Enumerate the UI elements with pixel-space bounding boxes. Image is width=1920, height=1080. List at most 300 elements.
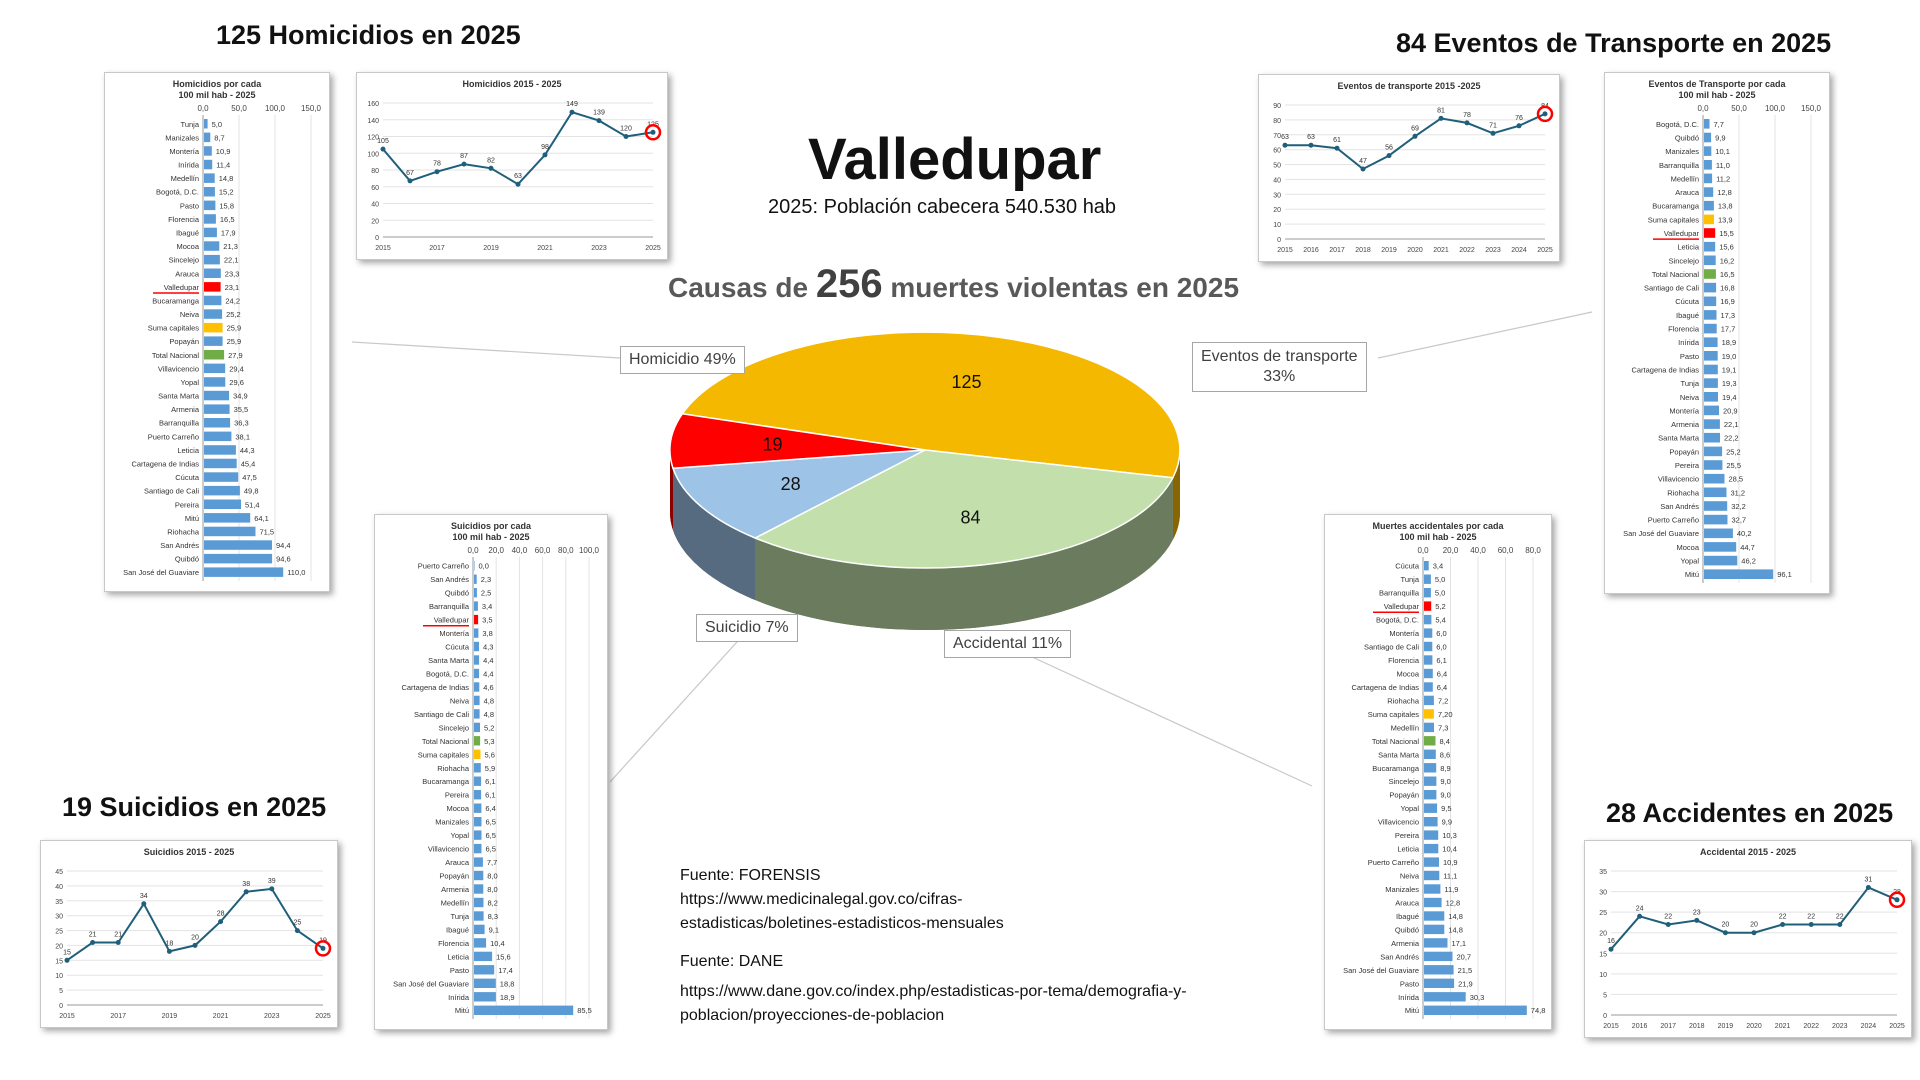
chart-title: Eventos de Transporte por cada	[1648, 79, 1786, 89]
homicidios-heading: 125 Homicidios en 2025	[216, 20, 521, 50]
x-tick-label: 2017	[1329, 247, 1345, 254]
bar-value-label: 15,5	[1719, 229, 1734, 238]
bar	[1704, 324, 1717, 334]
bar-value-label: 5,9	[484, 763, 496, 773]
category-label: Armenia	[171, 405, 199, 415]
connector-suicidio	[610, 632, 746, 782]
bar-value-label: 9,5	[1441, 804, 1452, 814]
bar	[1704, 529, 1733, 539]
bar-value-label: 23,1	[224, 282, 240, 292]
bar	[474, 817, 482, 826]
bar	[1424, 979, 1454, 988]
page-title: Valledupar	[808, 127, 1102, 192]
bar	[1424, 777, 1436, 786]
bar-value-label: 32,7	[1731, 515, 1747, 525]
bar	[474, 709, 480, 718]
category-label: Tunja	[1680, 379, 1699, 389]
x-tick-label: 2019	[161, 1013, 178, 1020]
category-label: Armenia	[441, 885, 469, 894]
bar-value-label: 6,1	[485, 777, 496, 787]
bar-value-label: 2,3	[480, 575, 492, 585]
bar-value-label: 29,4	[229, 364, 244, 374]
category-label: Suma capitales	[147, 323, 199, 333]
bar	[474, 992, 496, 1001]
category-label: Mitú	[454, 1006, 469, 1016]
bar	[1704, 215, 1714, 225]
category-label: Florencia	[1668, 324, 1699, 334]
sources-block	[680, 864, 1240, 1028]
bar	[1704, 310, 1717, 320]
bar-value-label: 46,2	[1741, 556, 1756, 566]
category-label: San Andrés	[160, 541, 199, 550]
data-label: 39	[267, 877, 276, 885]
data-point	[295, 928, 300, 933]
category-label: Inírida	[448, 992, 469, 1002]
data-label: 20	[1750, 921, 1758, 929]
bar-value-label: 45,4	[240, 459, 256, 469]
category-label: Pasto	[449, 965, 469, 975]
bar	[474, 736, 480, 745]
category-label: Ibagué	[1676, 310, 1699, 320]
bar	[204, 350, 224, 360]
bar	[1424, 965, 1454, 974]
category-label: Armenia	[1391, 938, 1419, 948]
bar	[1424, 682, 1433, 691]
category-label: Arauca	[1675, 188, 1699, 198]
bar-value-label: 44,3	[239, 445, 255, 455]
bar-value-label: 22,1	[223, 255, 239, 265]
bar	[474, 777, 481, 786]
bar	[1704, 501, 1727, 511]
category-label: Neiva	[449, 696, 469, 706]
category-label: Villavicencio	[1657, 474, 1699, 484]
category-label: Mocoa	[1396, 669, 1419, 679]
bar	[204, 527, 256, 537]
category-label: Cúcuta	[175, 473, 199, 483]
y-tick-label: 35	[1599, 869, 1607, 876]
callout-accidental: Accidental 11%	[944, 630, 1071, 658]
category-label: Armenia	[1671, 420, 1699, 430]
category-label: Pereira	[174, 500, 199, 510]
category-label: Mocoa	[446, 804, 469, 814]
bar	[1704, 569, 1773, 579]
bar	[474, 763, 481, 772]
bar	[1704, 433, 1720, 443]
category-label: Inírida	[1398, 992, 1419, 1002]
bar-value-label: 3,8	[482, 629, 493, 639]
y-tick-label: 80	[1273, 117, 1281, 125]
chart-title: Homicidios por cada	[172, 79, 262, 89]
data-point	[570, 110, 575, 115]
data-label: 19	[319, 937, 327, 945]
homicidios-rate-chart	[105, 73, 329, 591]
bar-value-label: 4,8	[483, 709, 495, 719]
category-label: Sincelejo	[1668, 256, 1699, 266]
category-label: Mitú	[1684, 570, 1699, 580]
bar	[1704, 474, 1725, 484]
bar	[474, 952, 492, 961]
x-tick-label: 80,0	[1525, 546, 1541, 555]
bar-value-label: 0,0	[478, 561, 489, 571]
y-tick-label: 10	[55, 973, 63, 981]
x-tick-label: 2021	[212, 1013, 229, 1020]
data-point	[269, 886, 274, 891]
bar	[1704, 392, 1718, 402]
category-label: Medellín	[1390, 723, 1419, 733]
data-point	[1895, 897, 1900, 902]
data-point	[1609, 947, 1614, 952]
x-tick-label: 2015	[375, 245, 391, 252]
bar-value-label: 18,9	[499, 992, 515, 1002]
bar	[1704, 146, 1711, 156]
connector-transporte	[1378, 312, 1592, 358]
bar	[204, 486, 240, 496]
bar-value-label: 20,7	[1456, 952, 1472, 962]
category-label: Mocoa	[1676, 542, 1699, 552]
category-label: Bogotá, D.C.	[1656, 119, 1699, 129]
bar	[204, 160, 212, 170]
bar	[474, 898, 484, 907]
bar	[1704, 228, 1715, 238]
category-label: Inírida	[1678, 338, 1699, 348]
bar-value-label: 16,8	[1720, 283, 1735, 293]
y-tick-label: 20	[1599, 930, 1607, 938]
bar-value-label: 5,0	[1434, 575, 1446, 585]
bar-value-label: 27,9	[228, 350, 243, 360]
x-tick-label: 2025	[645, 245, 661, 252]
category-label: Bogotá, D.C.	[426, 669, 469, 679]
y-tick-label: 25	[1599, 910, 1607, 918]
data-point	[1837, 922, 1842, 927]
chart-title-2: 100 mil hab - 2025	[452, 532, 530, 542]
connector-homicidio	[352, 342, 620, 358]
bar	[204, 513, 250, 523]
y-tick-label: 35	[55, 898, 63, 906]
bar	[474, 601, 478, 610]
bar-value-label: 18,8	[499, 979, 515, 989]
bar	[1704, 283, 1716, 293]
x-tick-label: 2020	[1746, 1023, 1762, 1030]
bar	[1424, 911, 1444, 920]
bar	[1424, 588, 1431, 597]
category-label: Barranquilla	[1378, 588, 1419, 598]
x-tick-label: 2019	[1381, 247, 1397, 254]
category-label: Santiago de Cali	[1643, 283, 1699, 293]
category-label: Ibagué	[176, 228, 199, 238]
data-label: 23	[1692, 909, 1701, 917]
bar-value-label: 17,3	[1720, 310, 1736, 320]
bar-value-label: 16,2	[1719, 256, 1735, 266]
category-label: San Andrés	[1380, 952, 1419, 962]
category-label: Valledupar	[1663, 229, 1699, 238]
data-point	[651, 130, 656, 135]
bar	[204, 214, 216, 224]
bar-value-label: 5,6	[484, 750, 495, 760]
data-point	[1387, 153, 1392, 158]
x-tick-label: 0,0	[1417, 546, 1429, 555]
x-tick-label: 2018	[1355, 247, 1371, 254]
bar	[204, 146, 212, 156]
bar	[474, 979, 496, 988]
chart-title-2: 100 mil hab - 2025	[1399, 532, 1477, 542]
bar	[1704, 378, 1718, 388]
y-tick-label: 40	[55, 883, 63, 891]
x-tick-label: 2016	[1303, 247, 1319, 254]
bar	[1424, 844, 1438, 853]
y-tick-label: 40	[1273, 177, 1281, 185]
category-label: Bogotá, D.C.	[1376, 615, 1419, 625]
bar-value-label: 11,4	[216, 160, 231, 170]
bar	[1424, 898, 1442, 907]
category-label: Total Nacional	[151, 350, 199, 360]
page-subtitle: 2025: Población cabecera 540.530 hab	[768, 196, 1117, 218]
category-label: Total Nacional	[1371, 736, 1419, 746]
category-label: Total Nacional	[421, 736, 469, 746]
x-tick-label: 2023	[1832, 1023, 1848, 1030]
bar-value-label: 9,0	[1440, 790, 1451, 800]
bar	[1424, 561, 1429, 570]
data-point	[1491, 131, 1496, 136]
y-tick-label: 10	[1273, 222, 1281, 230]
bar	[1704, 460, 1722, 470]
category-label: Cúcuta	[445, 642, 469, 652]
bar	[204, 228, 217, 238]
bar	[204, 119, 208, 129]
data-point	[321, 946, 326, 951]
bar-value-label: 14,8	[1448, 911, 1463, 921]
category-label: Santiago de Cali	[143, 486, 199, 496]
category-label: Suma capitales	[417, 750, 469, 760]
y-tick-label: 70	[1273, 132, 1281, 140]
x-tick-label: 80,0	[558, 546, 574, 555]
bar	[1704, 337, 1718, 347]
bar-value-label: 17,1	[1451, 938, 1467, 948]
bar	[1704, 556, 1737, 566]
category-label: Bogotá, D.C.	[156, 187, 199, 197]
pie-label-suicidio: 19	[762, 434, 783, 455]
bar-value-label: 51,4	[245, 500, 260, 510]
source-forensis-label: Fuente: FORENSIS	[680, 867, 821, 884]
bar-value-label: 7,7	[486, 858, 498, 868]
bar-value-label: 8,4	[1439, 736, 1450, 746]
bar-value-label: 8,7	[214, 133, 225, 143]
bar	[474, 925, 485, 934]
category-label: San Andrés	[430, 575, 469, 585]
data-label: 61	[1333, 137, 1341, 145]
bar-value-label: 7,2	[1437, 696, 1449, 706]
bar-value-label: 13,9	[1718, 215, 1733, 225]
category-label: Bucaramanga	[422, 777, 469, 787]
bar-value-label: 3,4	[1432, 561, 1444, 571]
data-label: 21	[114, 931, 123, 939]
bar	[204, 500, 241, 510]
bar	[1704, 242, 1715, 252]
data-point	[90, 940, 95, 945]
x-tick-label: 2025	[1889, 1023, 1905, 1030]
data-point	[543, 152, 548, 157]
y-tick-label: 15	[55, 958, 63, 966]
bar-value-label: 14,8	[1448, 925, 1463, 935]
bar-value-label: 17,7	[1720, 324, 1736, 334]
bar-value-label: 5,0	[211, 119, 223, 129]
category-label: Sincelejo	[168, 255, 199, 265]
y-tick-label: 60	[371, 184, 379, 192]
x-tick-label: 40,0	[511, 546, 528, 555]
x-tick-label: 20,0	[488, 546, 504, 555]
category-label: Valledupar	[433, 615, 469, 625]
bar-value-label: 12,8	[1717, 188, 1732, 198]
category-label: Barranquilla	[158, 418, 199, 428]
category-label: Leticia	[1677, 242, 1699, 252]
category-label: Pereira	[1394, 831, 1419, 841]
data-label: 38	[242, 880, 251, 888]
series-line	[67, 889, 323, 960]
chart-title: Suicidios por cada	[450, 521, 532, 531]
data-label: 56	[1385, 144, 1393, 152]
bar-value-label: 49,8	[243, 486, 259, 496]
data-label: 71	[1489, 122, 1497, 130]
category-label: Sincelejo	[438, 723, 469, 733]
data-label: 25	[293, 919, 302, 927]
category-label: Inírida	[178, 160, 199, 170]
bar	[1424, 669, 1433, 678]
bar	[1424, 830, 1438, 839]
bar	[204, 567, 283, 577]
data-point	[1780, 922, 1785, 927]
source-dane-url-1: https://www.dane.gov.co/index.php/estadisticas-por-tema/demografia-y-	[680, 983, 1187, 1000]
bar	[474, 615, 478, 624]
category-label: Ibagué	[1396, 911, 1419, 921]
bar	[1424, 575, 1431, 584]
bar-value-label: 9,0	[1440, 777, 1451, 787]
category-label: Arauca	[175, 269, 199, 279]
bar	[1424, 790, 1436, 799]
category-label: Puerto Carreño	[417, 561, 469, 571]
category-label: Arauca	[1395, 898, 1419, 908]
category-label: Suma capitales	[1367, 709, 1419, 719]
bar	[204, 459, 237, 469]
category-label: Cartagena de Indias	[401, 682, 469, 692]
data-point	[141, 901, 146, 906]
callout-transporte-line2: 33%	[1263, 368, 1296, 385]
data-point	[1752, 930, 1757, 935]
x-tick-label: 2017	[110, 1013, 126, 1020]
x-tick-label: 2022	[1803, 1023, 1819, 1030]
bar-value-label: 15,8	[219, 201, 235, 211]
bar-value-label: 6,0	[1436, 642, 1447, 652]
bar	[1424, 642, 1432, 651]
category-label: Total Nacional	[1651, 269, 1699, 279]
category-label: Quibdó	[1394, 925, 1419, 935]
bar-value-label: 6,4	[1436, 682, 1448, 692]
bar	[474, 911, 484, 920]
bar	[474, 804, 481, 813]
bar-value-label: 6,5	[485, 844, 496, 854]
data-label: 81	[1437, 107, 1445, 115]
category-label: Montería	[1389, 629, 1419, 639]
bar-value-label: 17,9	[220, 228, 236, 238]
suicidios-heading: 19 Suicidios en 2025	[62, 792, 327, 822]
y-tick-label: 120	[367, 134, 379, 142]
x-tick-label: 150,0	[1800, 104, 1822, 113]
bar	[1424, 763, 1436, 772]
bar-value-label: 16,5	[1719, 269, 1735, 279]
category-label: Cartagena de Indias	[1351, 682, 1419, 692]
category-label: Cúcuta	[1675, 297, 1699, 307]
bar-value-label: 36,3	[234, 418, 249, 428]
x-tick-label: 0,0	[197, 104, 209, 113]
x-tick-label: 2021	[1774, 1023, 1791, 1030]
bar	[204, 282, 221, 292]
bar-value-label: 8,6	[1439, 750, 1451, 760]
category-label: Popayán	[169, 337, 199, 347]
y-tick-label: 30	[55, 913, 63, 921]
category-label: Leticia	[177, 445, 199, 455]
y-tick-label: 140	[367, 117, 379, 125]
bar-value-label: 85,5	[577, 1006, 592, 1016]
bar-value-label: 10,1	[1715, 147, 1730, 157]
data-label: 22	[1835, 913, 1844, 921]
bar	[474, 723, 480, 732]
category-label: Quibdó	[174, 554, 199, 564]
category-label: Barranquilla	[1658, 160, 1699, 170]
data-label: 84	[1541, 102, 1549, 110]
bar-value-label: 4,3	[483, 642, 494, 652]
x-tick-label: 0,0	[1697, 104, 1709, 113]
bar-value-label: 64,1	[254, 513, 269, 523]
data-label: 24	[1635, 905, 1644, 913]
data-point	[1694, 918, 1699, 923]
bar	[1424, 601, 1431, 610]
bar	[474, 1006, 573, 1015]
y-tick-label: 20	[1273, 207, 1281, 215]
data-label: 16	[1607, 938, 1615, 946]
callout-homicidio: Homicidio 49%	[620, 346, 745, 374]
bar-value-label: 5,3	[484, 736, 495, 746]
category-label: Pasto	[1399, 979, 1419, 989]
data-point	[489, 166, 494, 171]
bar-value-label: 9,9	[1715, 133, 1726, 143]
bar	[474, 561, 475, 570]
y-tick-label: 10	[1599, 971, 1607, 979]
accidentes-rate-chart	[1325, 515, 1551, 1029]
bar-value-label: 6,4	[485, 804, 496, 814]
category-label: Valledupar	[163, 282, 199, 292]
category-label: Puerto Carreño	[1367, 858, 1419, 868]
bar-value-label: 9,9	[1441, 817, 1453, 827]
bar-value-label: 8,3	[487, 911, 499, 921]
data-label: 21	[88, 931, 97, 939]
x-tick-label: 2016	[1631, 1023, 1648, 1030]
bar	[1424, 723, 1434, 732]
bar-value-label: 6,5	[485, 817, 496, 827]
series-line	[1611, 888, 1897, 950]
category-label: Neiva	[1679, 392, 1699, 402]
category-label: Cartagena de Indias	[131, 459, 199, 469]
bar	[474, 844, 482, 853]
bar-value-label: 7,7	[1713, 119, 1724, 129]
category-label: Puerto Carreño	[1647, 515, 1699, 525]
category-label: Manizales	[1385, 885, 1419, 894]
data-point	[624, 134, 629, 139]
x-tick-label: 2023	[1485, 247, 1501, 254]
bar-value-label: 6,0	[1436, 629, 1447, 639]
bar-value-label: 10,9	[1443, 858, 1458, 868]
category-label: Quibdó	[1674, 133, 1699, 143]
bar	[474, 682, 479, 691]
x-tick-label: 2022	[1459, 247, 1475, 254]
bar	[204, 255, 220, 265]
